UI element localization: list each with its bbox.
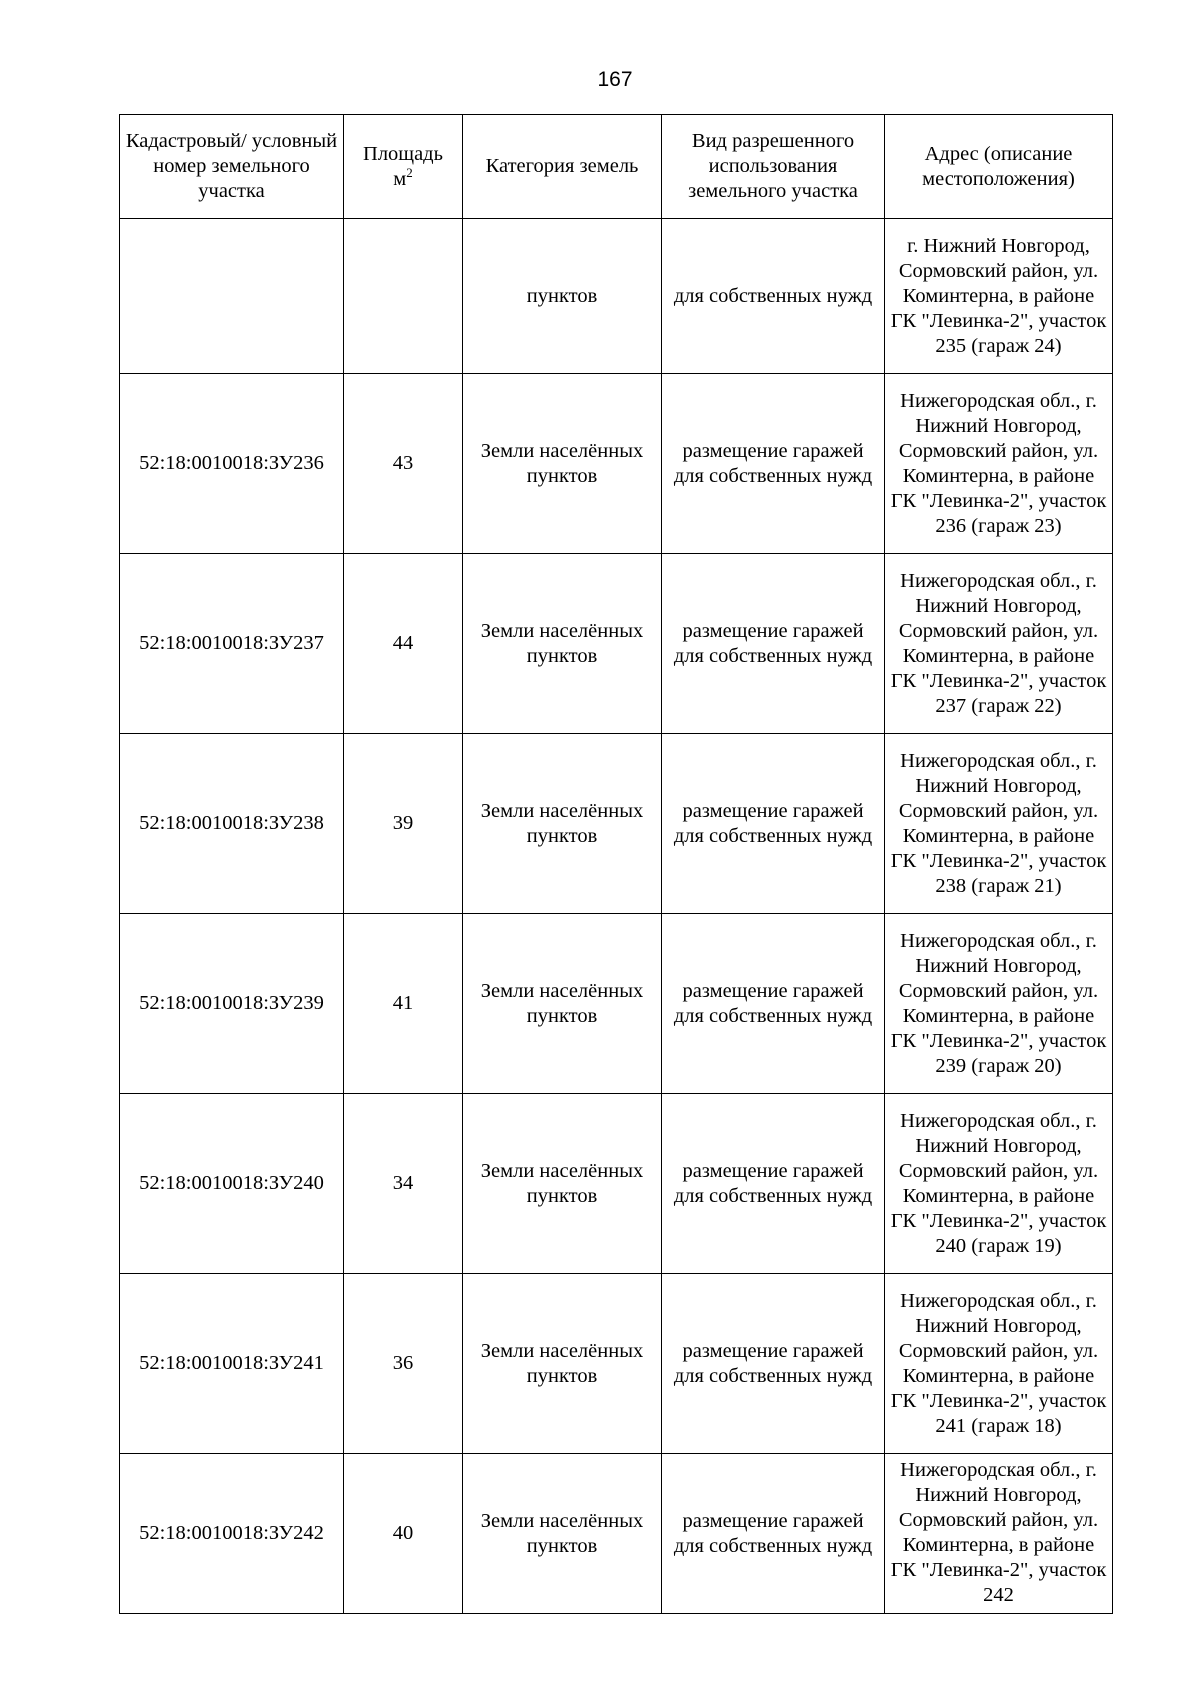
cell-category: Земли населённых пунктов bbox=[463, 1454, 662, 1614]
cell-use: размещение гаражей для собственных нужд bbox=[662, 1454, 885, 1614]
cell-area: 40 bbox=[344, 1454, 463, 1614]
cell-area: 41 bbox=[344, 914, 463, 1094]
table-row bbox=[120, 1454, 1113, 1614]
header-area-label: Площадь bbox=[363, 142, 443, 165]
cell-address: Нижегородская обл., г. Нижний Новгород, Сормовский район, ул. Коминтерна, в районе ГК "Левинка-2", участок 238 (гараж 21) bbox=[885, 734, 1113, 914]
land-plots-table bbox=[119, 114, 1113, 1614]
cell-address: Нижегородская обл., г. Нижний Новгород, Сормовский район, ул. Коминтерна, в районе ГК "Левинка-2", участок 236 (гараж 23) bbox=[885, 374, 1113, 554]
cell-area: 34 bbox=[344, 1094, 463, 1274]
cell-address: Нижегородская обл., г. Нижний Новгород, Сормовский район, ул. Коминтерна, в районе ГК "Левинка-2", участок 237 (гараж 22) bbox=[885, 554, 1113, 734]
cell-category: пунктов bbox=[463, 219, 662, 374]
header-cadastral: Кадастровый/ условный номер земельного участка bbox=[120, 115, 344, 219]
cell-address: г. Нижний Новгород, Сормовский район, ул. Коминтерна, в районе ГК "Левинка-2", участок 235 (гараж 24) bbox=[885, 219, 1113, 374]
cell-area: 39 bbox=[344, 734, 463, 914]
cell-address: Нижегородская обл., г. Нижний Новгород, Сормовский район, ул. Коминтерна, в районе ГК "Левинка-2", участок 240 (гараж 19) bbox=[885, 1094, 1113, 1274]
header-area-unit-sup: 2 bbox=[406, 164, 413, 180]
header-use: Вид разрешенного использования земельного участка bbox=[662, 115, 885, 219]
cell-use: размещение гаражей для собственных нужд bbox=[662, 1274, 885, 1454]
cell-cadastral: 52:18:0010018:ЗУ239 bbox=[120, 914, 344, 1094]
table-row bbox=[120, 734, 1113, 914]
cell-category: Земли населённых пунктов bbox=[463, 1274, 662, 1454]
cell-area: 43 bbox=[344, 374, 463, 554]
cell-use: размещение гаражей для собственных нужд bbox=[662, 374, 885, 554]
cell-cadastral: 52:18:0010018:ЗУ237 bbox=[120, 554, 344, 734]
cell-address: Нижегородская обл., г. Нижний Новгород, Сормовский район, ул. Коминтерна, в районе ГК "Левинка-2", участок 241 (гараж 18) bbox=[885, 1274, 1113, 1454]
cell-category: Земли населённых пунктов bbox=[463, 734, 662, 914]
table-row bbox=[120, 554, 1113, 734]
table-row bbox=[120, 1274, 1113, 1454]
cell-use: размещение гаражей для собственных нужд bbox=[662, 734, 885, 914]
cell-cadastral bbox=[120, 219, 344, 374]
cell-category: Земли населённых пунктов bbox=[463, 914, 662, 1094]
cell-category: Земли населённых пунктов bbox=[463, 1094, 662, 1274]
table-row-continuation bbox=[120, 219, 1113, 374]
cell-cadastral: 52:18:0010018:ЗУ240 bbox=[120, 1094, 344, 1274]
cell-category: Земли населённых пунктов bbox=[463, 554, 662, 734]
table-row bbox=[120, 374, 1113, 554]
header-area-unit: м bbox=[393, 167, 407, 190]
header-area bbox=[344, 115, 463, 219]
cell-address: Нижегородская обл., г. Нижний Новгород, Сормовский район, ул. Коминтерна, в районе ГК "Левинка-2", участок 242 bbox=[885, 1454, 1113, 1614]
cell-cadastral: 52:18:0010018:ЗУ241 bbox=[120, 1274, 344, 1454]
cell-use: размещение гаражей для собственных нужд bbox=[662, 1094, 885, 1274]
cell-area: 44 bbox=[344, 554, 463, 734]
table-row bbox=[120, 1094, 1113, 1274]
cell-use: размещение гаражей для собственных нужд bbox=[662, 554, 885, 734]
cell-address: Нижегородская обл., г. Нижний Новгород, Сормовский район, ул. Коминтерна, в районе ГК "Левинка-2", участок 239 (гараж 20) bbox=[885, 914, 1113, 1094]
table-body bbox=[120, 219, 1113, 1614]
page-number: 167 bbox=[597, 68, 633, 91]
cell-cadastral: 52:18:0010018:ЗУ238 bbox=[120, 734, 344, 914]
cell-use: размещение гаражей для собственных нужд bbox=[662, 914, 885, 1094]
cell-area bbox=[344, 219, 463, 374]
cell-cadastral: 52:18:0010018:ЗУ236 bbox=[120, 374, 344, 554]
header-address: Адрес (описание местоположения) bbox=[885, 115, 1113, 219]
cell-use: для собственных нужд bbox=[662, 219, 885, 374]
header-category: Категория земель bbox=[463, 115, 662, 219]
cell-area: 36 bbox=[344, 1274, 463, 1454]
cell-category: Земли населённых пунктов bbox=[463, 374, 662, 554]
cell-cadastral: 52:18:0010018:ЗУ242 bbox=[120, 1454, 344, 1614]
table-row bbox=[120, 914, 1113, 1094]
table-header bbox=[120, 115, 1113, 219]
